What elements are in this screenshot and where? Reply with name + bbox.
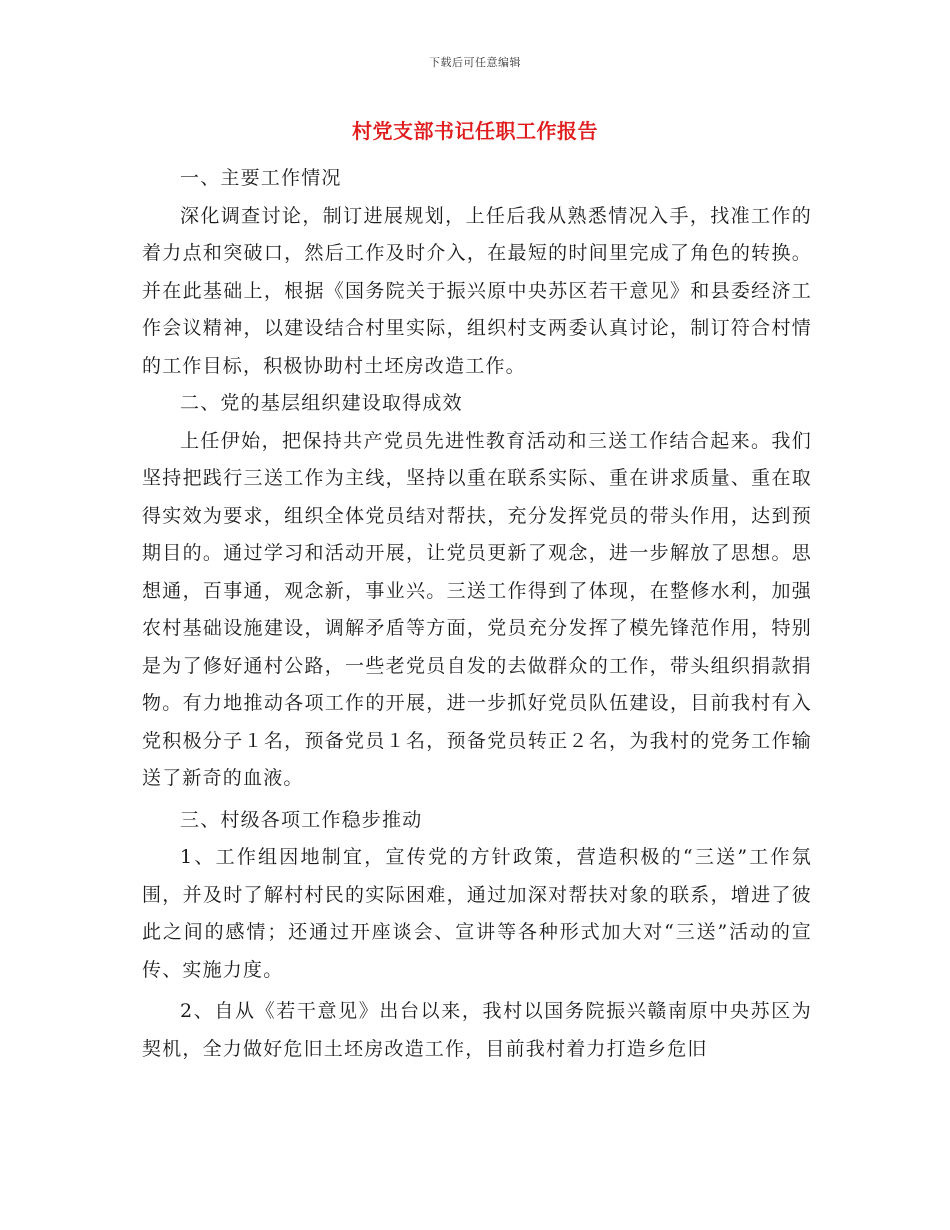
section-heading-2: 二、党的基层组织建设取得成效 xyxy=(180,392,463,414)
section-heading-3: 三、村级各项工作稳步推动 xyxy=(180,808,423,831)
section-heading-1: 一、主要工作情况 xyxy=(180,167,342,189)
document-title: 村党支部书记任职工作报告 xyxy=(352,119,598,143)
paragraph-2: 上任伊始，把保持共产党员先进性教育活动和三送工作结合起来。我们坚持把践行三送工作为主线，坚持以重在联系实际、重在讲求质量、重在取得实效为要求，组织全体党员结对帮扶，充分发挥党员的带头作用，达到预期目的。通过学习和活动开展，让党员更新了观念，进一步解放了思想。思想通，百事通，观念新，事业兴。三送工作得到了体现，在整修水利，加强农村基础设施建设，调解矛盾等方面，党员充分发挥了模先锋范作用，特别是为了修好通村公路，一些老党员自发的去做群众的工作，带头组织捐款捐物。有力地推动各项工作的开展，进一步抓好党员队伍建设，目前我村有入党积极分子１名，预备党员１名，预备党员转正２名，为我村的党务工作输送了新奇的血液。 xyxy=(142,429,812,789)
document-body xyxy=(142,160,812,1068)
paragraph-1: 深化调查讨论，制订进展规划，上任后我从熟悉情况入手，找准工作的着力点和突破口，然后工作及时介入，在最短的时间里完成了角色的转换。并在此基础上，根据《国务院关于振兴原中央苏区若干意见》和县委经济工作会议精神，以建设结合村里实际，组织村支两委认真讨论，制订符合村情的工作目标，积极协助村土坯房改造工作。 xyxy=(142,204,812,377)
paragraph-3: 1、工作组因地制宜，宣传党的方针政策，营造积极的“三送”工作氛围，并及时了解村村民的实际困难，通过加深对帮扶对象的联系，增进了彼此之间的感情；还通过开座谈会、宣讲等各种形式加大对“三送”活动的宣传、实施力度。 xyxy=(142,846,812,981)
page-header-note: 下载后可任意编辑 xyxy=(429,56,521,69)
paragraph-4: 2、自从《若干意见》出台以来，我村以国务院振兴赣南原中央苏区为契机，全力做好危旧土坯房改造工作，目前我村着力打造乡危旧 xyxy=(142,1000,812,1060)
